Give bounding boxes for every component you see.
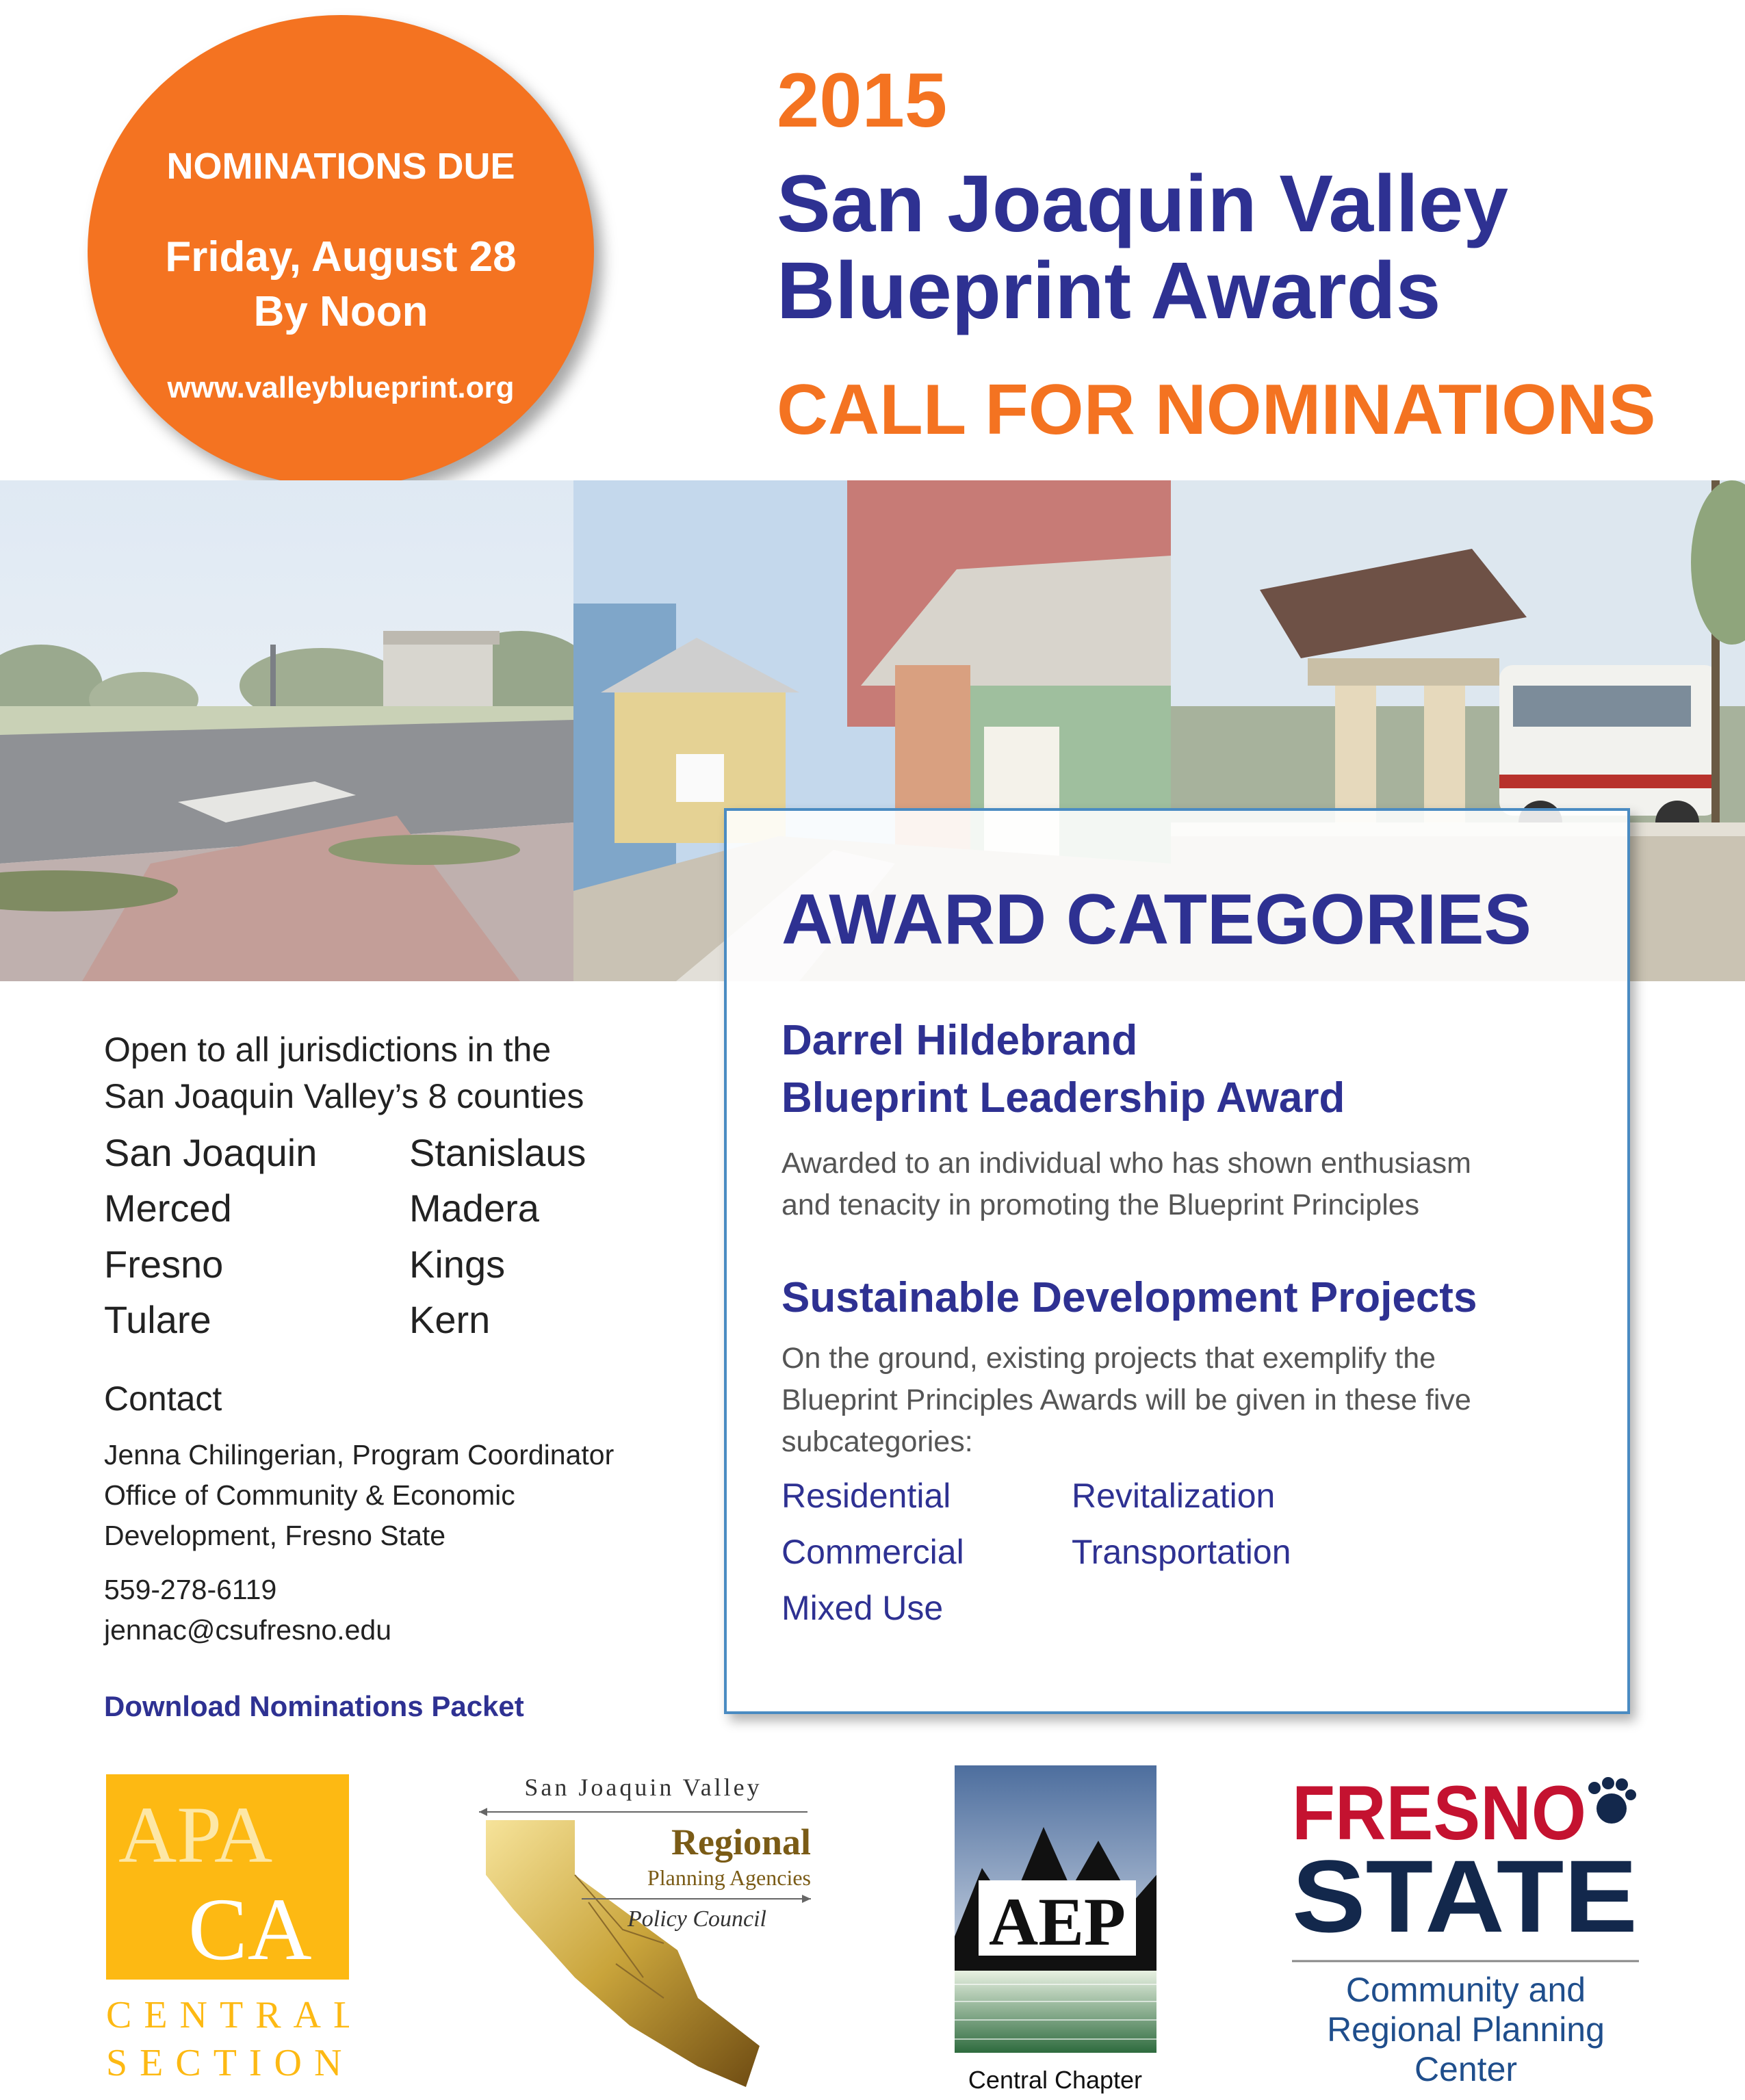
title-line-2: Blueprint Awards (777, 246, 1441, 337)
fresno-text: FRESNO (1292, 1770, 1586, 1856)
contact-office-2: Development, Fresno State (104, 1520, 446, 1551)
paw-icon (1588, 1777, 1636, 1824)
page-title (777, 161, 1508, 335)
contact-phone[interactable]: 559-278-6119 (104, 1574, 277, 1605)
contact-name: Jenna Chilingerian, Program Coordinator (104, 1439, 615, 1470)
regional-planning-agencies-logo (472, 1772, 814, 2094)
county-kings: Kings (409, 1243, 506, 1286)
sustainable-projects-title: Sustainable Development Projects (781, 1274, 1477, 1321)
county-madera: Madera (409, 1187, 539, 1230)
fresno-center-line-1: Community and (1345, 1971, 1586, 2009)
county-stanislaus: Stanislaus (409, 1131, 586, 1174)
county-san-joaquin: San Joaquin (104, 1131, 318, 1174)
leadership-award-description (781, 1143, 1603, 1226)
rpa-council-text: Policy Council (627, 1906, 766, 1932)
apa-text: APA (118, 1790, 273, 1880)
eligibility-text (104, 1026, 584, 1119)
county-fresno: Fresno (104, 1243, 224, 1286)
apa-ca-logo (106, 1774, 349, 2086)
contact-email[interactable]: jennac@csufresno.edu (104, 1614, 391, 1646)
contact-info (104, 1570, 391, 1650)
website-link[interactable]: www.valleyblueprint.org (167, 371, 515, 404)
award-year: 2015 (777, 57, 948, 143)
contact-office: Office of Community & Economic (104, 1479, 515, 1511)
due-heading: NOMINATIONS DUE (166, 146, 515, 187)
sustainable-desc-line-1: On the ground, existing projects that exemplify the (781, 1342, 1436, 1375)
leadership-award-title-2: Blueprint Leadership Award (781, 1074, 1345, 1122)
section-text: SECTION (106, 2042, 349, 2084)
eligibility-line-1: Open to all jurisdictions in the (104, 1030, 552, 1069)
county-tulare: Tulare (104, 1298, 211, 1341)
contact-details (104, 1435, 614, 1556)
central-text: CENTRAL (106, 1994, 349, 2036)
aep-central-chapter-logo (955, 1765, 1156, 2097)
rpa-main-text: Regional (671, 1822, 811, 1863)
aep-chapter-text: Central Chapter (968, 2066, 1143, 2094)
contact-heading: Contact (104, 1379, 222, 1418)
sustainable-projects-description (781, 1338, 1603, 1463)
leadership-award-title-1: Darrel Hildebrand (781, 1017, 1138, 1064)
subcategory-transportation: Transportation (1072, 1533, 1291, 1571)
state-text: STATE (1292, 1839, 1638, 1954)
subcategory-commercial: Commercial (781, 1533, 964, 1571)
leadership-desc-line-1: Awarded to an individual who has shown enthusiasm (781, 1147, 1471, 1180)
sustainable-desc-line-3: subcategories: (781, 1425, 973, 1458)
street-intersection-photo (0, 480, 573, 981)
due-time: By Noon (253, 288, 428, 335)
county-merced: Merced (104, 1187, 232, 1230)
subcategory-revitalization: Revitalization (1072, 1477, 1276, 1515)
award-categories-heading: AWARD CATEGORIES (781, 880, 1531, 959)
call-for-nominations: CALL FOR NOMINATIONS (777, 370, 1656, 450)
rpa-top-text: San Joaquin Valley (524, 1774, 762, 1801)
award-categories-panel (724, 808, 1630, 1714)
ca-text: CA (188, 1880, 312, 1979)
nominations-due-badge (88, 15, 594, 487)
eligibility-line-2: San Joaquin Valley’s 8 counties (104, 1077, 584, 1115)
subcategory-residential: Residential (781, 1477, 951, 1515)
title-line-1: San Joaquin Valley (777, 159, 1508, 249)
sustainable-desc-line-2: Blueprint Principles Awards will be given in these five (781, 1384, 1471, 1416)
due-date: Friday, August 28 (165, 233, 517, 281)
county-kern: Kern (409, 1298, 491, 1341)
leadership-desc-line-2: and tenacity in promoting the Blueprint Principles (781, 1189, 1420, 1221)
fresno-state-logo (1287, 1764, 1642, 2092)
subcategory-mixed-use: Mixed Use (781, 1589, 944, 1627)
fresno-center-line-3: Center (1414, 2050, 1518, 2088)
aep-mark-text: AEP (989, 1884, 1126, 1960)
fresno-center-line-2: Regional Planning (1327, 2010, 1605, 2049)
download-nominations-link[interactable]: Download Nominations Packet (104, 1690, 524, 1722)
rpa-sub-text: Planning Agencies (647, 1865, 811, 1890)
